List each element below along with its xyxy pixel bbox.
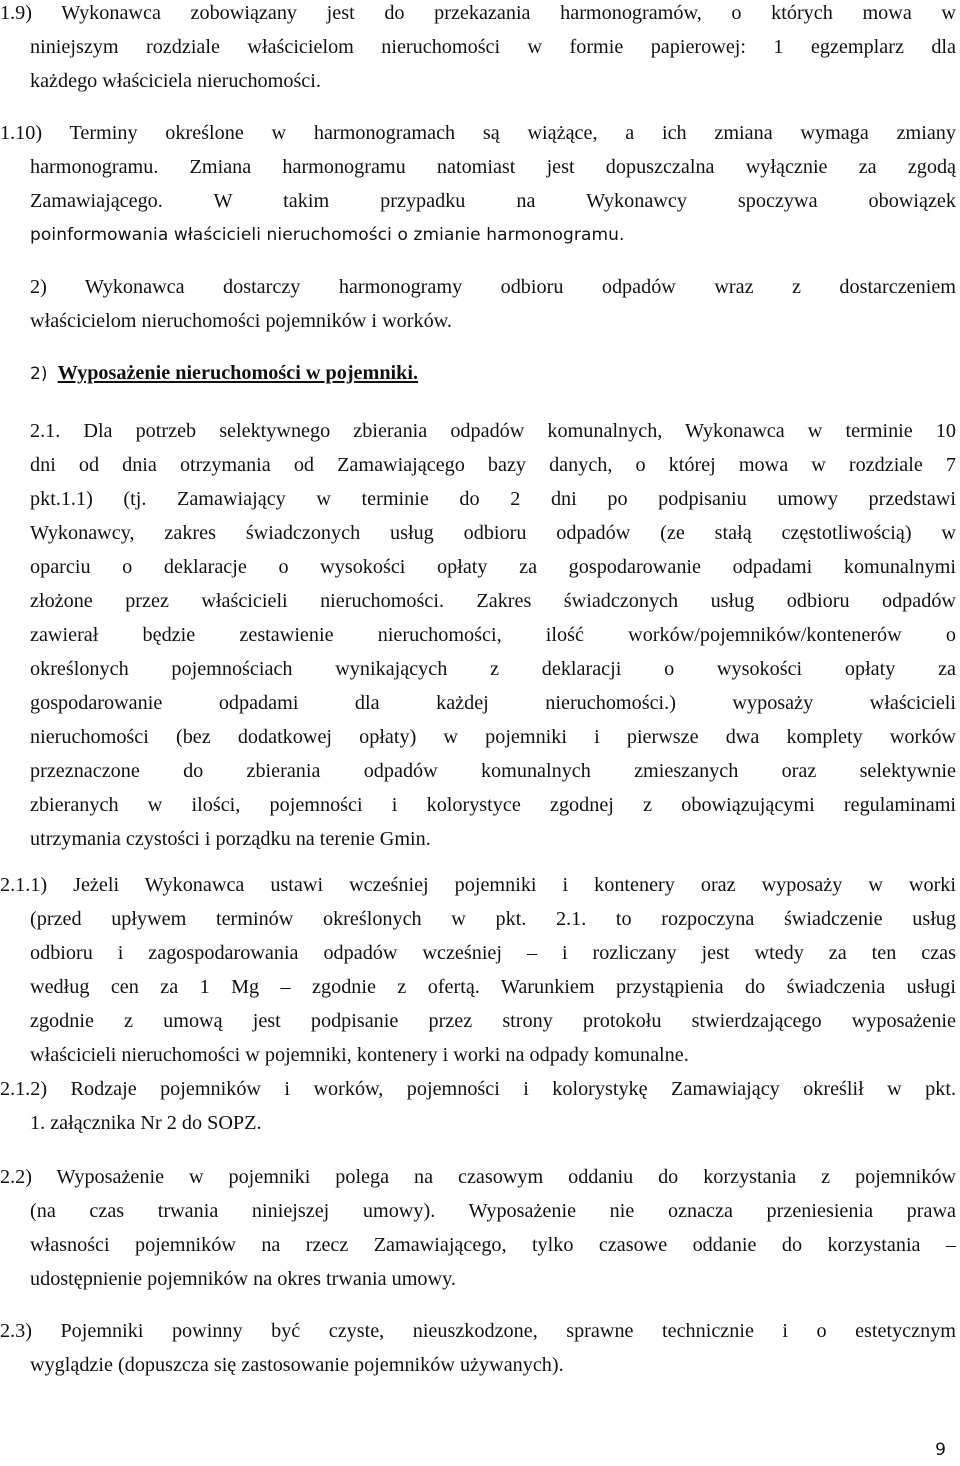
text-line: 2) Wykonawca dostarczy harmonogramy odbioru odpadów wraz z dostarczeniem (30, 276, 956, 298)
section-heading (30, 356, 956, 391)
text-line: Zamawiającego. W takim przypadku na Wykonawcy spoczywa obowiązek (30, 190, 956, 212)
text-line: wyglądzie (dopuszcza się zastosowanie pojemników używanych). (30, 1354, 564, 1376)
paragraph-1-9 (0, 0, 956, 98)
text-line: zawierał będzie zestawienie nieruchomości, ilość worków/pojemników/kontenerów o (30, 624, 956, 646)
text-line: 1.10) Terminy określone w harmonogramach są wiążące, a ich zmiana wymaga zmiany (0, 122, 956, 144)
heading-text: Wyposażenie nieruchomości w pojemniki. (57, 362, 419, 384)
paragraph-2-1 (30, 414, 956, 856)
text-line: właścicielom nieruchomości pojemników i worków. (30, 310, 452, 332)
text-line: (przed upływem terminów określonych w pkt. 2.1. to rozpoczyna świadczenie usług (30, 908, 956, 930)
paragraph-1-10 (0, 116, 956, 252)
text-line: dni od dnia otrzymania od Zamawiającego bazy danych, o której mowa w rozdziale 7 (30, 454, 956, 476)
text-line: 2.1.1) Jeżeli Wykonawca ustawi wcześniej pojemniki i kontenery oraz wyposaży w worki (0, 874, 956, 896)
text-line: złożone przez właścicieli nieruchomości. Zakres świadczonych usług odbioru odpadów (30, 590, 956, 612)
text-line: 2.3) Pojemniki powinny być czyste, nieuszkodzone, sprawne technicznie i o estetycznym (0, 1320, 956, 1342)
paragraph-2-1-2 (0, 1072, 956, 1140)
text-line: niniejszym rozdziale właścicielom nieruchomości w formie papierowej: 1 egzemplarz dla (30, 36, 956, 58)
text-line: nieruchomości (bez dodatkowej opłaty) w pojemniki i pierwsze dwa komplety worków (30, 726, 956, 748)
text-line: poinformowania właścicieli nieruchomości o zmianie harmonogramu. (30, 225, 625, 245)
text-line: właścicieli nieruchomości w pojemniki, kontenery i worki na odpady komunalne. (30, 1044, 689, 1066)
text-line: zbieranych w ilości, pojemności i kolorystyce zgodnej z obowiązującymi regulaminami (30, 794, 956, 816)
text-line: odbioru i zagospodarowania odpadów wcześniej – i rozliczany jest wtedy za ten czas (30, 942, 956, 964)
text-line: określonych pojemnościach wynikających z deklaracji o wysokości opłaty za (30, 658, 956, 680)
paragraph-2 (30, 270, 956, 338)
text-line: 1. załącznika Nr 2 do SOPZ. (30, 1112, 262, 1134)
text-line: Wykonawcy, zakres świadczonych usług odbioru odpadów (ze stałą częstotliwością) w (30, 522, 956, 544)
text-line: własności pojemników na rzecz Zamawiającego, tylko czasowe oddanie do korzystania – (30, 1234, 956, 1256)
paragraph-2-3 (0, 1314, 956, 1382)
text-line: pkt.1.1) (tj. Zamawiający w terminie do 2 dni po podpisaniu umowy przedstawi (30, 488, 956, 510)
text-line: 2.1.2) Rodzaje pojemników i worków, pojemności i kolorystykę Zamawiający określił w pkt. (0, 1078, 956, 1100)
text-line: każdego właściciela nieruchomości. (30, 70, 321, 92)
heading-number: 2) (30, 364, 48, 384)
text-line: utrzymania czystości i porządku na terenie Gmin. (30, 828, 431, 850)
text-line: 1.9) Wykonawca zobowiązany jest do przekazania harmonogramów, o których mowa w (0, 2, 956, 24)
page-number: 9 (935, 1440, 946, 1460)
text-line: (na czas trwania niniejszej umowy). Wyposażenie nie oznacza przeniesienia prawa (30, 1200, 956, 1222)
text-line: harmonogramu. Zmiana harmonogramu natomiast jest dopuszczalna wyłącznie za zgodą (30, 156, 956, 178)
text-line: oparciu o deklaracje o wysokości opłaty za gospodarowanie odpadami komunalnymi (30, 556, 956, 578)
text-line: zgodnie z umową jest podpisanie przez strony protokołu stwierdzającego wyposażenie (30, 1010, 956, 1032)
paragraph-2-2 (0, 1160, 956, 1296)
text-line: przeznaczone do zbierania odpadów komunalnych zmieszanych oraz selektywnie (30, 760, 956, 782)
text-line: gospodarowanie odpadami dla każdej nieruchomości.) wyposaży właścicieli (30, 692, 956, 714)
text-line: według cen za 1 Mg – zgodnie z ofertą. Warunkiem przystąpienia do świadczenia usługi (30, 976, 956, 998)
paragraph-2-1-1 (0, 868, 956, 1072)
text-line: udostępnienie pojemników na okres trwania umowy. (30, 1268, 456, 1290)
text-line: 2.1. Dla potrzeb selektywnego zbierania odpadów komunalnych, Wykonawca w terminie 10 (30, 420, 956, 442)
text-line: 2.2) Wyposażenie w pojemniki polega na czasowym oddaniu do korzystania z pojemników (0, 1166, 956, 1188)
